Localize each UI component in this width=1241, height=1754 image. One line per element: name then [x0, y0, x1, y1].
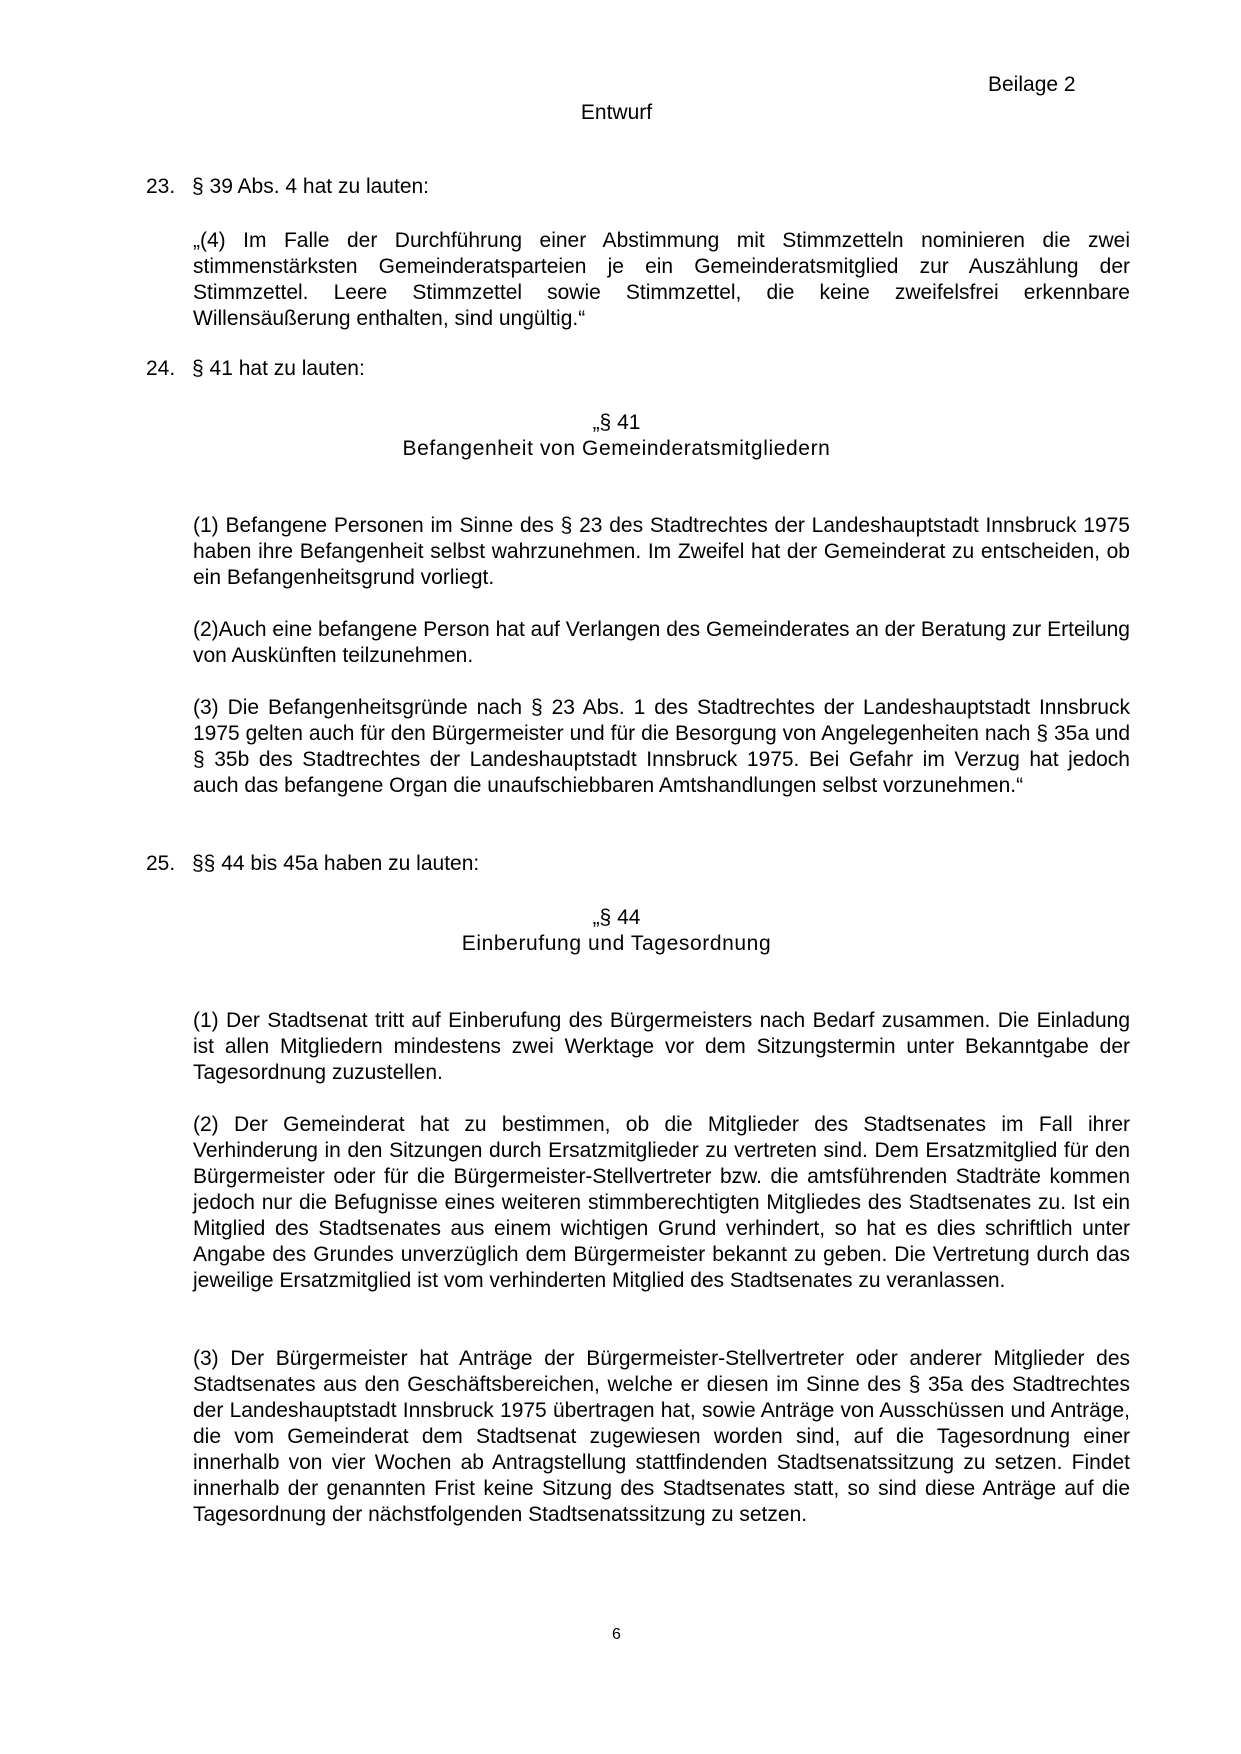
item-23-heading: [146, 174, 1146, 199]
page-number: 6: [612, 1626, 621, 1643]
item-25-heading: [146, 851, 1146, 876]
section-title: Einberufung und Tagesordnung: [461, 932, 772, 955]
item-23-paragraph: „(4) Im Falle der Durchführung einer Abstimmung mit Stimmzetteln nominieren die zwei stimmenstärksten Gemeinderatsparteien je ein Gemeinderatsmitglied zur Auszählung der Stimmzettel. Leere Stimmzettel sowie Stimmzettel, die keine zweifelsfrei erkennbare Willensäußerung enthalten, sind ungültig.“: [193, 229, 1130, 330]
item-number: 23.: [146, 175, 176, 198]
attachment-label: Beilage 2: [988, 73, 1076, 96]
section-41-paragraph-2: (2)Auch eine befangene Person hat auf Verlangen des Gemeinderates an der Beratung zur Erteilung von Auskünften teilzunehmen.: [193, 618, 1130, 667]
section-44-heading: [0, 905, 1233, 957]
section-number: „§ 41: [592, 411, 641, 434]
section-title: Befangenheit von Gemeinderatsmitgliedern: [402, 437, 831, 460]
item-24-heading: [146, 356, 1146, 381]
section-44-paragraph-2: (2) Der Gemeinderat hat zu bestimmen, ob die Mitglieder des Stadtsenates im Fall ihrer Verhinderung in den Sitzungen durch Ersatzmitglieder zu vertreten sind. Dem Ersatzmitglied für den Bürgermeister oder für die Bürgermeister-Stellvertreter bzw. die amtsführenden Stadträte kommen jedoch nur die Befugnisse eines weiteren stimmberechtigten Mitgliedes des Stadtsenates zu. Ist ein Mitglied des Stadtsenates aus einem wichtigen Grund verhindert, so hat es dies schriftlich unter Angabe des Grundes unverzüglich dem Bürgermeister bekannt zu geben. Die Vertretung durch das jeweilige Ersatzmitglied ist vom verhinderten Mitglied des Stadtsenates zu veranlassen.: [193, 1113, 1130, 1292]
section-number: „§ 44: [592, 906, 641, 929]
section-44-paragraph-3: (3) Der Bürgermeister hat Anträge der Bürgermeister-Stellvertreter oder anderer Mitglieder des Stadtsenates aus den Geschäftsbereichen, welche er diesen im Sinne des § 35a des Stadtrechtes der Landeshauptstadt Innsbruck 1975 übertragen hat, sowie Anträge von Ausschüssen und Anträge, die vom Gemeinderat dem Stadtsenat zugewiesen worden sind, auf die Tagesordnung einer innerhalb von vier Wochen ab Antragstellung stattfindenden Stadtsenatssitzung zu setzen. Findet innerhalb der genannten Frist keine Sitzung des Stadtsenates statt, so sind diese Anträge auf die Tagesordnung der nächstfolgenden Stadtsenatssitzung zu setzen.: [193, 1347, 1130, 1526]
item-label: §§ 44 bis 45a haben zu lauten:: [192, 852, 480, 875]
item-label: § 41 hat zu lauten:: [192, 357, 365, 380]
section-41-paragraph-1: (1) Befangene Personen im Sinne des § 23 des Stadtrechtes der Landeshauptstadt Innsbruck 1975 haben ihre Befangenheit selbst wahrzunehmen. Im Zweifel hat der Gemeinderat zu entscheiden, ob ein Befangenheitsgrund vorliegt.: [193, 514, 1130, 589]
item-number: 25.: [146, 852, 176, 875]
section-41-heading: [0, 410, 1233, 462]
draft-label: Entwurf: [580, 101, 653, 124]
section-44-paragraph-1: (1) Der Stadtsenat tritt auf Einberufung des Bürgermeisters nach Bedarf zusammen. Die Einladung ist allen Mitgliedern mindestens zwei Werktage vor dem Sitzungstermin unter Bekanntgabe der Tagesordnung zuzustellen.: [193, 1009, 1130, 1084]
item-label: § 39 Abs. 4 hat zu lauten:: [192, 175, 430, 198]
section-41-paragraph-3: (3) Die Befangenheitsgründe nach § 23 Abs. 1 des Stadtrechtes der Landeshauptstadt Innsbruck 1975 gelten auch für den Bürgermeister und für die Besorgung von Angelegenheiten nach § 35a und § 35b des Stadtrechtes der Landeshauptstadt Innsbruck 1975. Bei Gefahr im Verzug hat jedoch auch das befangene Organ die unaufschiebbaren Amtshandlungen selbst vorzunehmen.“: [193, 696, 1130, 797]
item-number: 24.: [146, 357, 176, 380]
